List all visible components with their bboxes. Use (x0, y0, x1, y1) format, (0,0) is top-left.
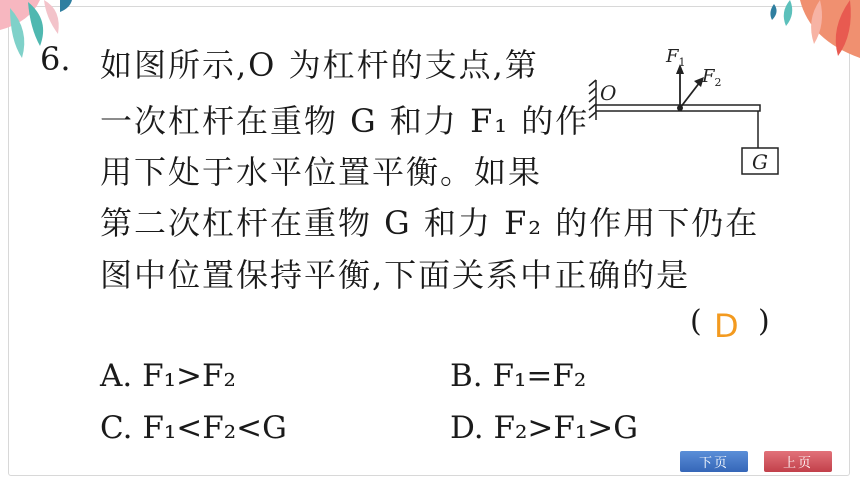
f2-label: F (702, 66, 715, 87)
question-line-1: 如图所示,O 为杠杆的支点,第 (100, 46, 539, 84)
f1-label: F (666, 46, 679, 67)
svg-text:F1 (665, 46, 686, 69)
f1-subscript: 1 (678, 56, 686, 69)
f2-arrow (680, 82, 700, 108)
pivot-label: O (600, 81, 617, 105)
option-a: A. F₁>F₂ (100, 358, 236, 394)
next-page-button[interactable]: 下页 (680, 451, 748, 472)
prev-page-button[interactable]: 上页 (764, 451, 832, 472)
wall-hatch (589, 80, 596, 120)
option-b: B. F₁=F₂ (450, 358, 587, 394)
answer-bracket-close: ) (758, 304, 770, 339)
option-d: D. F₂>F₁>G (450, 410, 639, 446)
question-line-5: 图中位置保持平衡,下面关系中正确的是 (100, 256, 691, 294)
question-line-2: 一次杠杆在重物 G 和力 F₁ 的作 (100, 102, 590, 140)
f2-subscript: 2 (714, 76, 722, 89)
svg-text:F2 (701, 66, 722, 89)
question-number: 6. (40, 40, 71, 78)
lever-diagram (588, 34, 788, 179)
question-line-4: 第二次杠杆在重物 G 和力 F₂ 的作用下仍在 (100, 204, 760, 242)
option-c: C. F₁<F₂<G (100, 410, 287, 446)
answer-text: D (714, 307, 739, 345)
answer-bracket-open: ( (690, 304, 702, 339)
weight-label: G (752, 150, 768, 174)
question-line-3: 用下处于水平位置平衡。如果 (100, 153, 543, 191)
